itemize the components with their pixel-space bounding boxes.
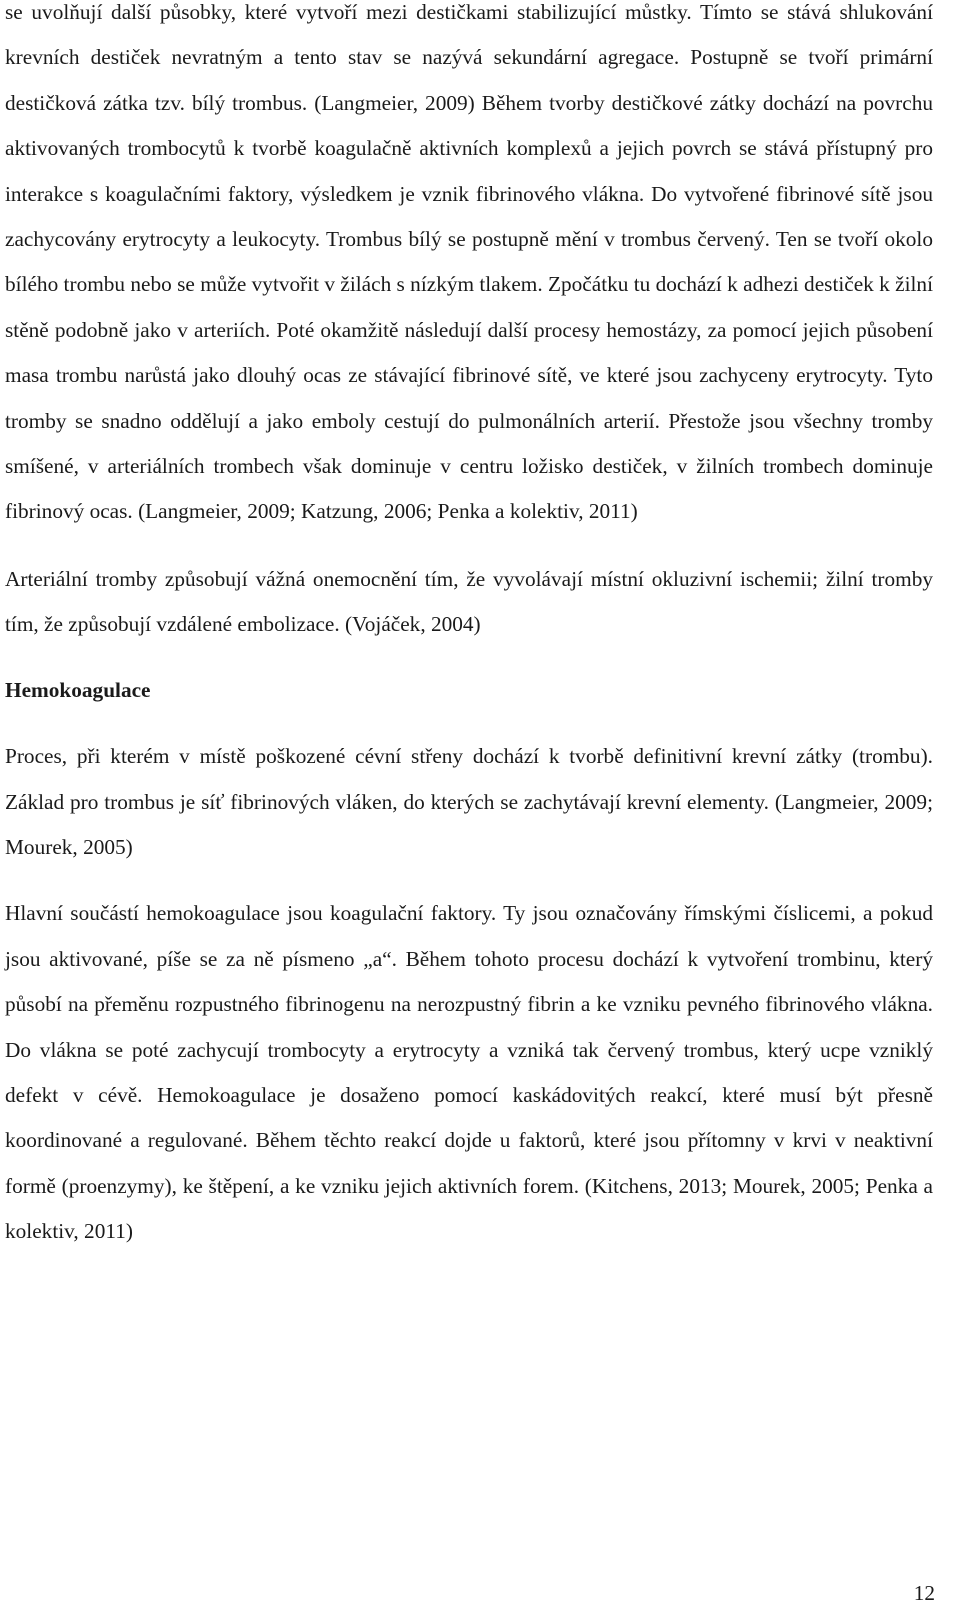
paragraph-hemocoagulation-definition: Proces, při kterém v místě poškozené cévní střeny dochází k tvorbě definitivní krevní zátky (trombu). Základ pro trombus je síť fibrinových vláken, do kterých se zachytávají krevní elementy. (Langmeier, 2009; Mourek, 2005) bbox=[5, 744, 933, 859]
paragraph-thrombus-formation: se uvolňují další působky, které vytvoří mezi destičkami stabilizující můstky. Tímto se stává shlukování krevních destiček nevratným a tento stav se nazývá sekundární agregace. Postupně se tvoří primární destičková zátka tzv. bílý trombus. (Langmeier, 2009) Během tvorby destičkové zátky dochází na povrchu aktivovaných trombocytů k tvorbě koagulačně aktivních komplexů a jejich povrch se stává přístupný pro interakce s koagulačními faktory, výsledkem je vznik fibrinového vlákna. Do vytvořené fibrinové sítě jsou zachycovány erytrocyty a leukocyty. Trombus bílý se postupně mění v trombus červený. Ten se tvoří okolo bílého trombu nebo se může vytvořit v žilách s nízkým tlakem. Zpočátku tu dochází k adhezi destiček k žilní stěně podobně jako v arteriích. Poté okamžitě následují další procesy hemostázy, za pomocí jejich působení masa trombu narůstá jako dlouhý ocas ze stávající fibrinové sítě, ve které jsou zachyceny erytrocyty. Tyto tromby se snadno oddělují a jako emboly cestují do pulmonálních arterií. Přestože jsou všechny tromby smíšené, v arteriálních trombech však dominuje v centru ložisko destiček, v žilních trombech dominuje fibrinový ocas. (Langmeier, 2009; Katzung, 2006; Penka a kolektiv, 2011) bbox=[5, 0, 933, 524]
page-number: 12 bbox=[913, 1581, 935, 1605]
paragraph-coagulation-factors: Hlavní součástí hemokoagulace jsou koagulační faktory. Ty jsou označovány římskými číslicemi, a pokud jsou aktivované, píše se za ně písmeno „a“. Během tohoto procesu dochází k vytvoření trombinu, který působí na přeměnu rozpustného fibrinogenu na nerozpustný fibrin a ke vzniku pevného fibrinového vlákna. Do vlákna se poté zachycují trombocyty a erytrocyty a vzniká tak červený trombus, který ucpe vzniklý defekt v cévě. Hemokoagulace je dosaženo pomocí kaskádovitých reakcí, které musí být přesně koordinované a regulované. Během těchto reakcí dojde u faktorů, které jsou přítomny v krvi v neaktivní formě (proenzymy), ke štěpení, a ke vzniku jejich aktivních forem. (Kitchens, 2013; Mourek, 2005; Penka a kolektiv, 2011) bbox=[5, 901, 933, 1244]
paragraph-arterial-thrombi: Arteriální tromby způsobují vážná onemocnění tím, že vyvolávají místní okluzivní ischemii; žilní tromby tím, že způsobují vzdálené embolizace. (Vojáček, 2004) bbox=[5, 566, 933, 637]
section-heading: Hemokoagulace bbox=[5, 677, 151, 702]
document-page bbox=[5, 0, 933, 1255]
